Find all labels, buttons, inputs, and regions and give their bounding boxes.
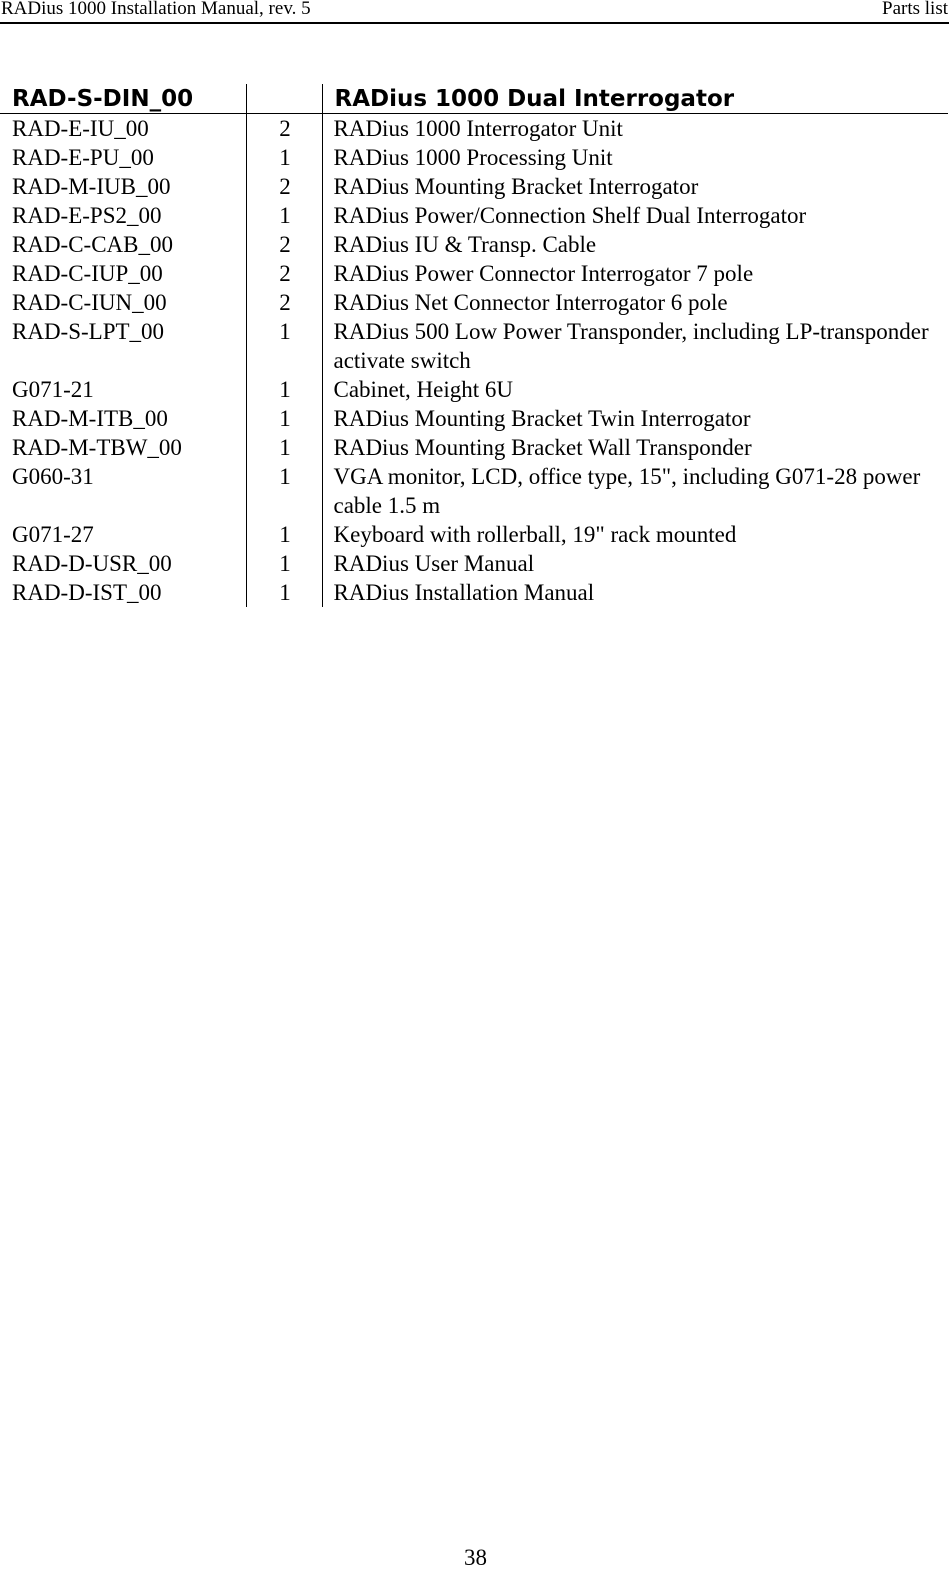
part-code: RAD-C-CAB_00 <box>12 232 174 257</box>
part-quantity: 1 <box>246 404 322 433</box>
part-description: VGA monitor, LCD, office type, 15", including G071-28 power cable 1.5 m <box>322 462 948 520</box>
part-quantity: 1 <box>246 143 322 172</box>
part-description: RADius 1000 Processing Unit <box>322 143 948 172</box>
part-description: RADius Mounting Bracket Twin Interrogator <box>322 404 948 433</box>
kit-description-heading: RADius 1000 Dual Interrogator <box>322 84 948 114</box>
part-quantity: 1 <box>246 520 322 549</box>
table-row <box>0 317 948 375</box>
table-row <box>0 433 948 462</box>
table-row <box>0 172 948 201</box>
part-description: RADius 500 Low Power Transponder, including LP-transponder activate switch <box>322 317 948 375</box>
page-number: 38 <box>464 1545 487 1570</box>
part-code: G071-21 <box>12 377 94 402</box>
part-description: RADius 1000 Interrogator Unit <box>322 114 948 144</box>
table-row <box>0 114 948 144</box>
part-code: RAD-S-LPT_00 <box>12 319 165 344</box>
part-code: RAD-D-IST_00 <box>12 580 162 605</box>
part-code: G071-27 <box>12 522 94 547</box>
part-description: RADius Installation Manual <box>322 578 948 607</box>
part-quantity: 1 <box>246 578 322 607</box>
table-row <box>0 288 948 317</box>
part-description: RADius Power Connector Interrogator 7 pole <box>322 259 948 288</box>
part-description: RADius Mounting Bracket Interrogator <box>322 172 948 201</box>
parts-table <box>0 84 948 607</box>
part-description: Cabinet, Height 6U <box>322 375 948 404</box>
qty-heading <box>246 84 322 114</box>
part-quantity: 1 <box>246 201 322 230</box>
table-heading-row <box>0 84 948 114</box>
part-quantity: 1 <box>246 433 322 462</box>
part-quantity: 2 <box>246 230 322 259</box>
part-description: RADius User Manual <box>322 549 948 578</box>
part-code: RAD-E-PS2_00 <box>12 203 162 228</box>
part-code: RAD-C-IUN_00 <box>12 290 167 315</box>
part-quantity: 1 <box>246 462 322 520</box>
part-quantity: 2 <box>246 114 322 144</box>
table-row <box>0 230 948 259</box>
table-row <box>0 375 948 404</box>
table-row <box>0 404 948 433</box>
part-quantity: 2 <box>246 172 322 201</box>
part-code: RAD-E-PU_00 <box>12 145 154 170</box>
table-row <box>0 462 948 520</box>
part-code: G060-31 <box>12 464 94 489</box>
part-description: RADius Power/Connection Shelf Dual Interrogator <box>322 201 948 230</box>
table-row <box>0 549 948 578</box>
kit-code-heading: RAD-S-DIN_00 <box>0 84 246 114</box>
part-quantity: 1 <box>246 375 322 404</box>
part-code: RAD-E-IU_00 <box>12 116 149 141</box>
table-row <box>0 578 948 607</box>
section-title: Parts list <box>882 0 948 19</box>
manual-title: RADius 1000 Installation Manual, rev. 5 <box>1 0 311 19</box>
part-code: RAD-M-TBW_00 <box>12 435 182 460</box>
table-row <box>0 143 948 172</box>
part-description: RADius Mounting Bracket Wall Transponder <box>322 433 948 462</box>
table-row <box>0 259 948 288</box>
table-row <box>0 520 948 549</box>
part-description: RADius Net Connector Interrogator 6 pole <box>322 288 948 317</box>
part-quantity: 2 <box>246 288 322 317</box>
part-quantity: 2 <box>246 259 322 288</box>
part-quantity: 1 <box>246 317 322 375</box>
page-header <box>0 0 949 24</box>
part-quantity: 1 <box>246 549 322 578</box>
part-code: RAD-C-IUP_00 <box>12 261 163 286</box>
part-description: Keyboard with rollerball, 19" rack mounted <box>322 520 948 549</box>
part-description: RADius IU & Transp. Cable <box>322 230 948 259</box>
part-code: RAD-D-USR_00 <box>12 551 172 576</box>
table-row <box>0 201 948 230</box>
part-code: RAD-M-IUB_00 <box>12 174 171 199</box>
part-code: RAD-M-ITB_00 <box>12 406 168 431</box>
